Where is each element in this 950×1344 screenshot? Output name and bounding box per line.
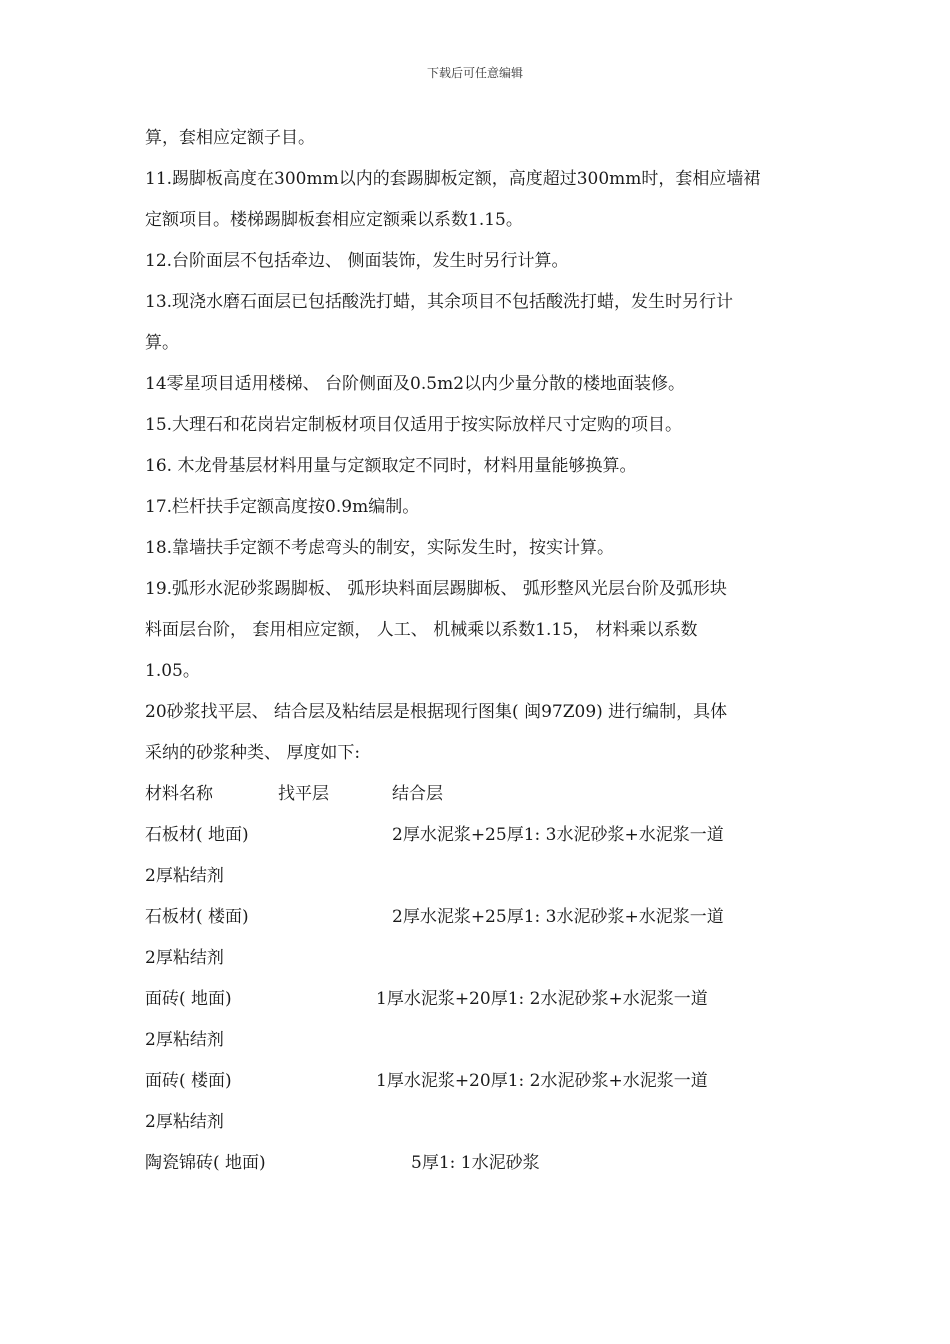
table-row — [145, 897, 815, 938]
material-spec-extra: 2厚粘结剂 — [145, 866, 224, 886]
paragraph-line: 13.现浇水磨石面层已包括酸洗打蜡，其余项目不包括酸洗打蜡，发生时另行计 — [145, 292, 734, 312]
table-row-continuation — [145, 856, 815, 897]
table-row — [145, 815, 815, 856]
paragraph-line: 算，套相应定额子目。 — [145, 128, 315, 148]
material-spec: 1厚水泥浆+20厚1: 2水泥砂浆+水泥浆一道 — [376, 1071, 708, 1091]
material-spec-extra: 2厚粘结剂 — [145, 948, 224, 968]
header-material-name: 材料名称 — [145, 784, 213, 804]
paragraph-line: 14零星项目适用楼梯、 台阶侧面及0.5m2以内少量分散的楼地面装修。 — [145, 374, 686, 394]
table-row — [145, 979, 815, 1020]
table-row-continuation — [145, 1102, 815, 1143]
material-spec-extra: 2厚粘结剂 — [145, 1112, 224, 1132]
material-spec: 2厚水泥浆+25厚1: 3水泥砂浆+水泥浆一道 — [392, 825, 724, 845]
paragraph-line: 20砂浆找平层、 结合层及粘结层是根据现行图集( 闽97Z09) 进行编制，具体 — [145, 702, 728, 722]
paragraph-line: 定额项目。楼梯踢脚板套相应定额乘以系数1.15。 — [145, 210, 523, 230]
material-spec-extra: 2厚粘结剂 — [145, 1030, 224, 1050]
material-name: 石板材( 地面) — [145, 825, 249, 845]
material-spec: 2厚水泥浆+25厚1: 3水泥砂浆+水泥浆一道 — [392, 907, 724, 927]
paragraph-line: 1.05。 — [145, 661, 200, 681]
page-header: 下载后可任意编辑 — [426, 66, 523, 80]
table-row-continuation — [145, 938, 815, 979]
material-name: 石板材( 楼面) — [145, 907, 249, 927]
table-row-continuation — [145, 1020, 815, 1061]
table-row — [145, 1061, 815, 1102]
paragraph-line: 料面层台阶， 套用相应定额， 人工、 机械乘以系数1.15， 材料乘以系数 — [145, 620, 698, 640]
paragraph-line: 采纳的砂浆种类、 厚度如下: — [145, 743, 361, 763]
paragraph-line: 19.弧形水泥砂浆踢脚板、 弧形块料面层踢脚板、 弧形整风光层台阶及弧形块 — [145, 579, 727, 599]
paragraph-line: 12.台阶面层不包括牵边、 侧面装饰，发生时另行计算。 — [145, 251, 569, 271]
table-header-row — [145, 774, 815, 815]
table-row — [145, 1143, 815, 1184]
material-name: 陶瓷锦砖( 地面) — [145, 1153, 266, 1173]
paragraph-line: 18.靠墙扶手定额不考虑弯头的制安，实际发生时，按实计算。 — [145, 538, 615, 558]
material-spec: 5厚1: 1水泥砂浆 — [411, 1153, 540, 1173]
material-name: 面砖( 楼面) — [145, 1071, 232, 1091]
material-spec: 1厚水泥浆+20厚1: 2水泥砂浆+水泥浆一道 — [376, 989, 708, 1009]
paragraph-line: 16. 木龙骨基层材料用量与定额取定不同时，材料用量能够换算。 — [145, 456, 637, 476]
paragraph-line: 15.大理石和花岗岩定制板材项目仅适用于按实际放样尺寸定购的项目。 — [145, 415, 683, 435]
header-bonding-layer: 结合层 — [392, 784, 443, 804]
paragraph-line: 11.踢脚板高度在300mm以内的套踢脚板定额，高度超过300mm时，套相应墙裙 — [145, 169, 761, 189]
document-body — [145, 118, 815, 1184]
material-name: 面砖( 地面) — [145, 989, 232, 1009]
paragraph-line: 算。 — [145, 333, 179, 353]
paragraph-line: 17.栏杆扶手定额高度按0.9m编制。 — [145, 497, 420, 517]
header-leveling-layer: 找平层 — [278, 784, 329, 804]
